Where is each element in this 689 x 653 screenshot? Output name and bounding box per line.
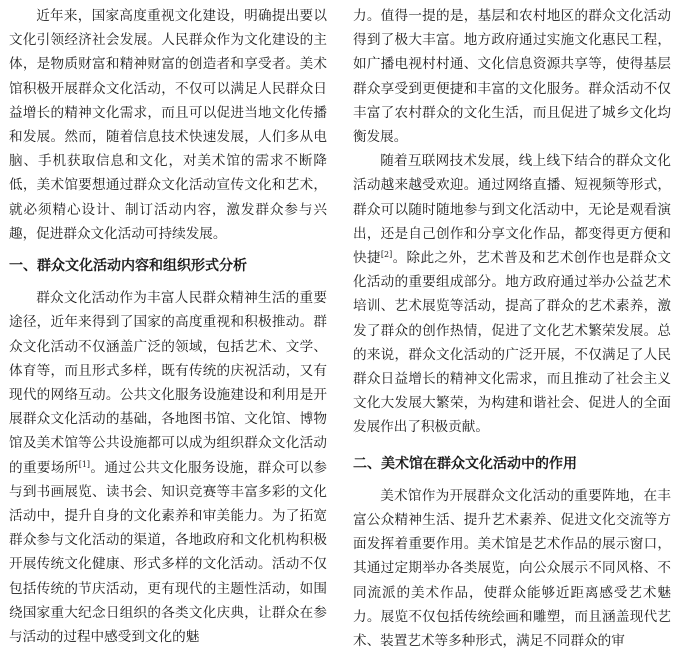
section-1-paragraph-continued: 力。值得一提的是，基层和农村地区的群众文化活动得到了极大丰富。地方政府通过实施文化惠民工程，如广播电视村村通、文化信息资源共享等，使得基层群众享受到更便捷和丰富的文化服务。群众活动不仅丰富了农村群众的文化生活，而且促进了城乡文化均衡发展。 xyxy=(353,8,671,146)
section-2-paragraph-1: 美术馆作为开展群众文化活动的重要阵地，在丰富公众精神生活、提升艺术素养、促进文化交流等方面发挥着重要作用。美术馆是艺术作品的展示窗口，其通过定期举办各类展览，向公众展示不同风格、不同流派的美术作品，使群众能够近距离感受艺术魅力。展览不仅包括传统绘画和雕塑，而且涵盖现代艺术、装置艺术等多种形式，满足不同群众的审 xyxy=(353,487,671,650)
citation-ref-2: [2] xyxy=(380,250,393,260)
intro-paragraph: 近年来，国家高度重视文化建设，明确提出要以文化引领经济社会发展。人民群众作为文化建设的主体，是物质财富和精神财富的创造者和享受者。美术馆积极开展群众文化活动，不仅可以满足人民群众日益增长的精神文化需求，而且可以促进当地文化传播和发展。然而，随着信息技术快速发展，人们多从电脑、手机获取信息和文化，对美术馆的需求不断降低，美术馆要想通过群众文化活动宣传文化和艺术，就必须精心设计、制订活动内容，激发群众参与兴趣，促进群众文化活动可持续发展。 xyxy=(9,8,327,242)
section-heading-2: 二、美术馆在群众文化活动中的作用 xyxy=(353,455,577,472)
paragraph-text: 。通过公共文化服务设施，群众可以参与到书画展览、读书会、知识竞赛等丰富多彩的文化活动中，提升自身的文化素养和审美能力。为了拓宽群众参与文化活动的渠道，各地政府和文化机构积极开展传统文化健康、形式多样的文化活动。活动不仅包括传统的节庆活动，更有现代的主题性活动，如围绕国家重大纪念日组织的各类文化庆典，让群众在参与活动的过程中感受到文化的魅 xyxy=(9,459,328,646)
paragraph-text: 随着互联网技术发展，线上线下结合的群众文化活动越来越受欢迎。通过网络直播、短视频等形式，群众可以随时随地参与到文化活动中，无论是观看演出，还是自己创作和分享文化作品，都变得更方便和快捷 xyxy=(353,153,671,267)
citation-ref-1: [1] xyxy=(78,459,91,469)
right-column xyxy=(353,4,671,653)
section-heading-1: 一、群众文化活动内容和组织形式分析 xyxy=(9,258,247,275)
section-1-paragraph-1 xyxy=(9,286,327,649)
section-1-paragraph-2 xyxy=(353,149,671,439)
left-column xyxy=(9,4,327,649)
paragraph-text: 。除此之外，艺术普及和艺术创作也是群众文化活动的重要组成部分。地方政府通过举办公益艺术培训、艺术展览等活动，提高了群众的艺术素养，激发了群众的创作热情，促进了文化艺术繁荣发展。总的来说，群众文化活动的广泛开展，不仅满足了人民群众日益增长的精神文化需求，而且推动了社会主义文化大发展大繁荣，为构建和谐社会、促进人的全面发展作出了积极贡献。 xyxy=(353,250,672,436)
paragraph-text: 群众文化活动作为丰富人民群众精神生活的重要途径，近年来得到了国家的高度重视和积极推动。群众文化活动不仅涵盖广泛的领域，包括艺术、文学、体育等，而且形式多样，既有传统的庆祝活动，又有现代的网络互动。公共文化服务设施建设和利用是开展群众文化活动的基础，各地图书馆、文化馆、博物馆及美术馆等公共设施都可以成为组织群众文化活动的重要场所 xyxy=(9,290,327,476)
